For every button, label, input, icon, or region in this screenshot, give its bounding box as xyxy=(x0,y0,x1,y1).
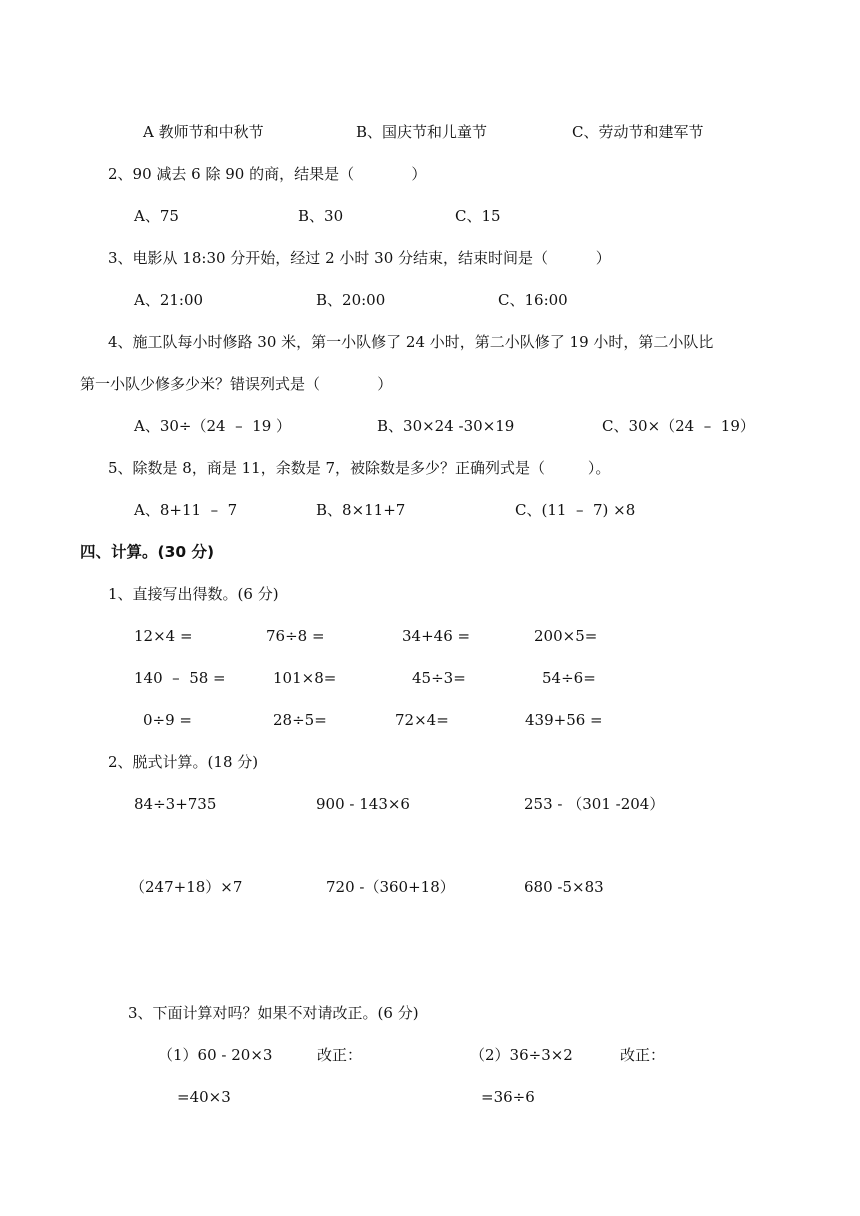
part2-title: 2、脱式计算。(18 分) xyxy=(108,753,259,771)
q1-option-b: B、国庆节和儿童节 xyxy=(356,123,488,141)
oral-calc-item: 0÷9 = xyxy=(143,711,192,729)
q3-stem: 3、电影从 18:30 分开始，经过 2 小时 30 分结束，结束时间是（ ） xyxy=(108,249,611,267)
step-calc-item: 253 - （301 -204） xyxy=(524,795,665,813)
step-calc-item: 680 -5×83 xyxy=(524,878,604,896)
q3-option-c: C、16:00 xyxy=(498,291,568,309)
correction-item-1-fix-label: 改正： xyxy=(317,1046,363,1064)
oral-calc-item: 76÷8 = xyxy=(266,627,325,645)
q2-stem: 2、90 减去 6 除 90 的商，结果是（ ） xyxy=(108,165,427,183)
q5-stem: 5、除数是 8，商是 11，余数是 7，被除数是多少？正确列式是（ ）。 xyxy=(108,459,611,477)
q4-option-a: A、30÷（24 – 19 ） xyxy=(134,417,292,435)
q4-option-b: B、30×24 -30×19 xyxy=(377,417,515,435)
oral-calc-item: 200×5= xyxy=(534,627,598,645)
correction-item-2-step: =36÷6 xyxy=(481,1088,535,1106)
oral-calc-item: 12×4 = xyxy=(134,627,193,645)
correction-item-2-fix-label: 改正： xyxy=(620,1046,666,1064)
oral-calc-item: 101×8= xyxy=(273,669,337,687)
q5-option-c: C、(11 – 7) ×8 xyxy=(515,501,636,519)
q5-option-b: B、8×11+7 xyxy=(316,501,406,519)
q2-option-a: A、75 xyxy=(134,207,179,225)
q5-option-a: A、8+11 – 7 xyxy=(134,501,238,519)
correction-item-2: （2）36÷3×2 xyxy=(470,1046,573,1064)
oral-calc-item: 45÷3= xyxy=(412,669,466,687)
q4-stem-line1: 4、施工队每小时修路 30 米，第一小队修了 24 小时，第二小队修了 19 小时，第二小队比 xyxy=(108,333,714,351)
oral-calc-item: 439+56 = xyxy=(525,711,603,729)
q4-option-c: C、30×（24 – 19） xyxy=(602,417,755,435)
correction-item-1: （1）60 - 20×3 xyxy=(158,1046,273,1064)
oral-calc-item: 34+46 = xyxy=(402,627,471,645)
oral-calc-item: 28÷5= xyxy=(273,711,327,729)
q1-option-c: C、劳动节和建军节 xyxy=(572,123,704,141)
correction-item-1-step: =40×3 xyxy=(177,1088,231,1106)
q3-option-a: A、21:00 xyxy=(134,291,204,309)
q3-option-b: B、20:00 xyxy=(316,291,386,309)
q4-stem-line2: 第一小队少修多少米？错误列式是（ ） xyxy=(80,375,393,393)
oral-calc-item: 140 – 58 = xyxy=(134,669,226,687)
step-calc-item: 84÷3+735 xyxy=(134,795,217,813)
oral-calc-item: 54÷6= xyxy=(542,669,596,687)
part3-title: 3、下面计算对吗？如果不对请改正。(6 分) xyxy=(128,1004,419,1022)
step-calc-item: 900 - 143×6 xyxy=(316,795,410,813)
step-calc-item: （247+18）×7 xyxy=(130,878,243,896)
q2-option-c: C、15 xyxy=(455,207,501,225)
q2-option-b: B、30 xyxy=(298,207,344,225)
step-calc-item: 720 -（360+18） xyxy=(326,878,455,896)
q1-option-a: A 教师节和中秋节 xyxy=(143,123,264,141)
part1-title: 1、直接写出得数。(6 分) xyxy=(108,585,279,603)
section-4-heading: 四、计算。(30 分) xyxy=(80,543,215,561)
oral-calc-item: 72×4= xyxy=(395,711,449,729)
